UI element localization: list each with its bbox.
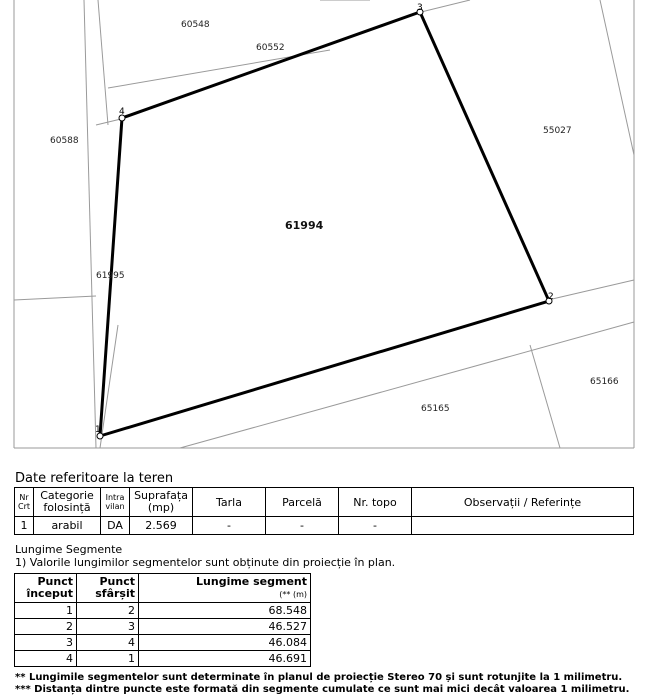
cell-tarla: - [193,517,266,535]
header-notes: Observații / Referințe [412,488,634,517]
table-row [15,619,311,635]
segment-start: 3 [15,635,77,651]
footnote-rounding: ** Lungimile segmentelor sunt determinate în planul de proiecție Stereo 70 și sunt rotunjite la 1 milimetru. [15,672,623,683]
parcel-label-60552: 60552 [256,43,285,53]
header-segment-length [139,574,311,603]
parcel-label-65165: 65165 [421,404,450,414]
table-row [15,651,311,667]
parcel-label-60548: 60548 [181,20,210,30]
segment-end: 1 [77,651,139,667]
header-length-label: Lungime segment [196,574,307,588]
header-tarla: Tarla [193,488,266,517]
main-parcel-outline [100,12,549,436]
cell-parcel: - [266,517,339,535]
table-row [15,603,311,619]
footnote-distance: *** Distanța dintre puncte este formată din segmente cumulate ce sunt mai mici decât valoarea 1 milimetru. [15,684,630,695]
parcel-label-55027: 55027 [543,126,572,136]
table-row [15,635,311,651]
cell-topo: - [339,517,412,535]
header-category: Categorie folosință [34,488,101,517]
cell-notes [412,517,634,535]
header-nr: Nr Crt [15,488,34,517]
segments-table [14,573,311,667]
parcel-label-61995: 61995 [96,271,125,281]
header-start-point: Punct început [15,574,77,603]
segment-length: 46.084 [139,635,311,651]
segment-start: 1 [15,603,77,619]
segments-subtitle: 1) Valorile lungimilor segmentelor sunt obținute din proiecție în plan. [15,556,396,569]
land-table-header [15,488,634,517]
segment-length: 46.691 [139,651,311,667]
parcel-label-65166: 65166 [590,377,619,387]
parcel-label-60588: 60588 [50,136,79,146]
header-length-unit: (** (m) [279,589,307,599]
land-data-table [14,487,634,535]
segment-start: 2 [15,619,77,635]
cell-intravilan: DA [101,517,130,535]
vertex-label-1: 1 [95,425,101,435]
segment-start: 4 [15,651,77,667]
vertex-label-2: 2 [548,292,554,302]
vertex-label-4: 4 [119,107,125,117]
neighbor-boundaries [14,0,634,448]
header-area: Suprafața (mp) [130,488,193,517]
header-end-point: Punct sfârșit [77,574,139,603]
land-table-row [15,517,634,535]
parcel-label-61994: 61994 [285,219,324,232]
segment-length: 46.527 [139,619,311,635]
segment-end: 4 [77,635,139,651]
vertex-label-3: 3 [417,3,423,13]
header-topo: Nr. topo [339,488,412,517]
header-intravilan: Intra vilan [101,488,130,517]
segment-end: 3 [77,619,139,635]
cell-category: arabil [34,517,101,535]
cell-area: 2.569 [130,517,193,535]
vertex-markers [97,9,552,439]
segments-title: Lungime Segmente [15,543,123,556]
land-section-title: Date referitoare la teren [15,471,174,486]
header-parcel: Parcelă [266,488,339,517]
segments-table-header [15,574,311,603]
segment-length: 68.548 [139,603,311,619]
segment-end: 2 [77,603,139,619]
cell-nr: 1 [15,517,34,535]
